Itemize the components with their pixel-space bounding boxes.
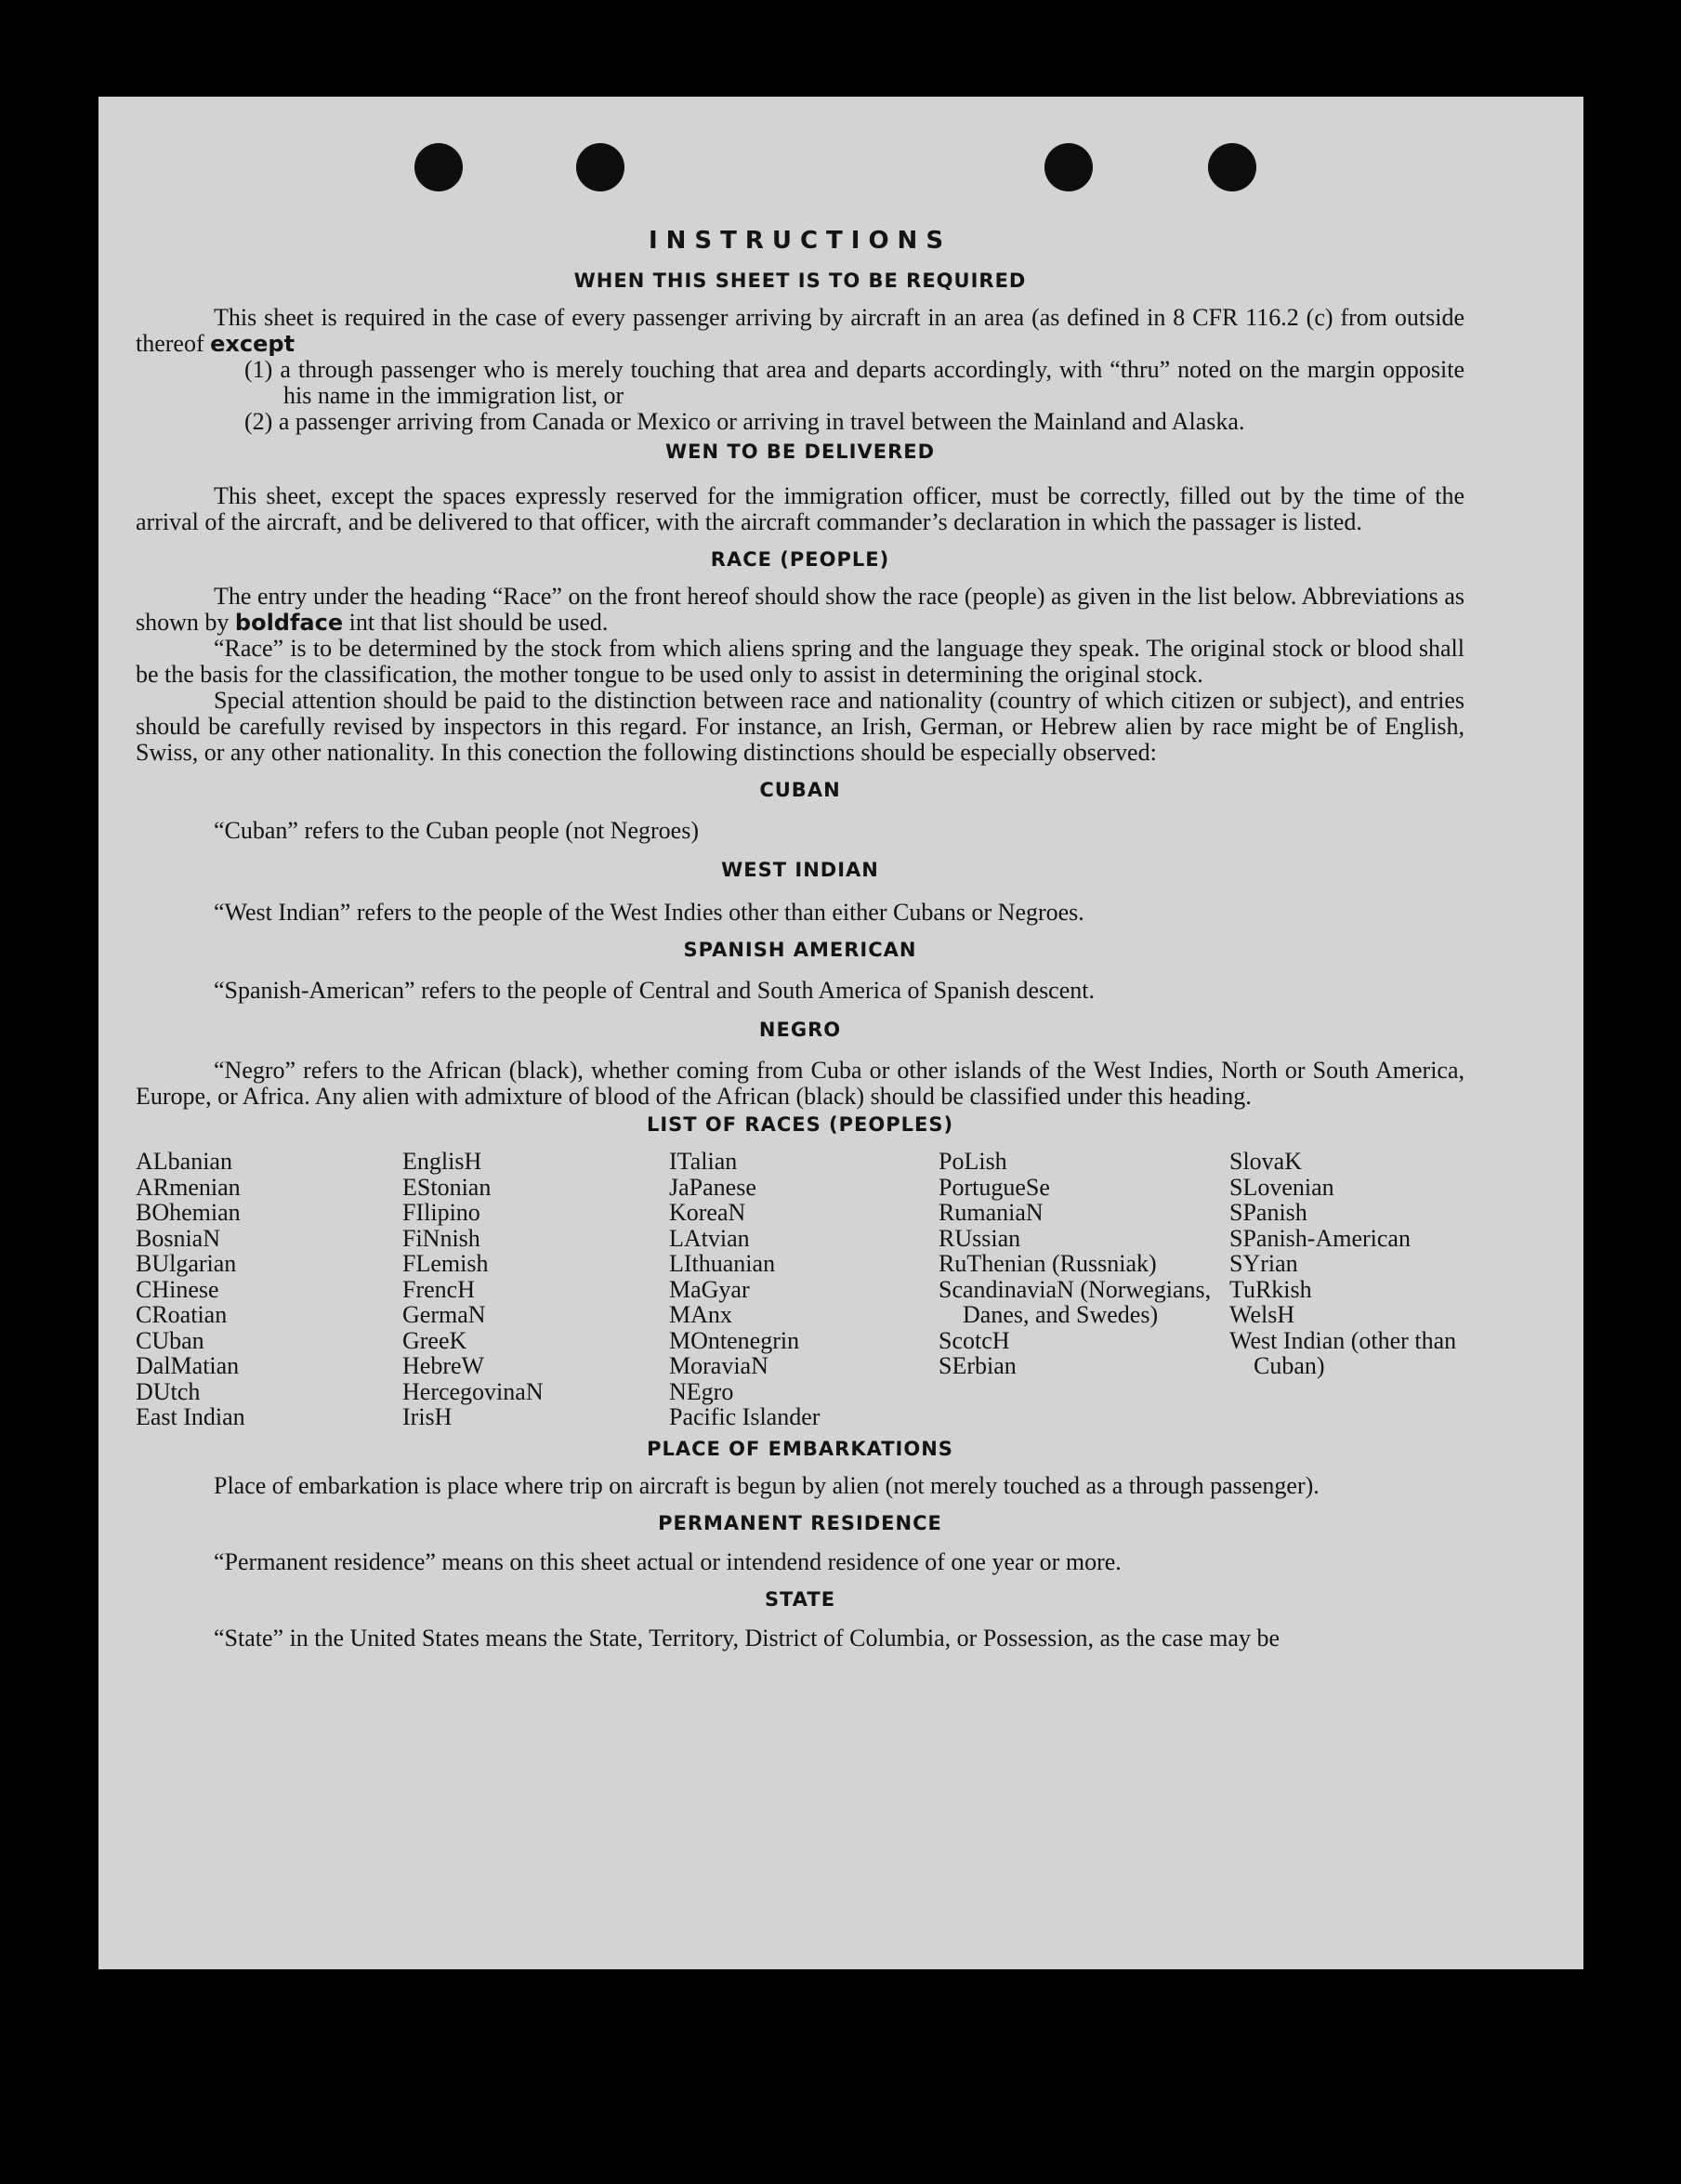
race-entry: West Indian (other than Cuban) — [1229, 1326, 1457, 1379]
race-paragraph-1 — [136, 584, 1464, 636]
races-list — [136, 1149, 1464, 1430]
instructions-content — [136, 227, 1464, 1651]
race-entry: NEgro — [669, 1377, 734, 1405]
race-entry: LIthuanian — [669, 1250, 776, 1277]
punch-hole — [1044, 143, 1093, 191]
race-entry: GreeK — [402, 1326, 467, 1354]
race-entry: HebreW — [402, 1352, 485, 1379]
spanish-american-text: “Spanish-American” refers to the people of Central and South America of Spanish descent. — [214, 977, 1095, 1004]
section-heading-negro: NEGRO — [758, 1019, 842, 1041]
section-heading-spanish-american: SPANISH AMERICAN — [683, 939, 917, 961]
race-entry: MaGyar — [669, 1275, 750, 1303]
race-entry: PoLish — [939, 1148, 1007, 1175]
race-paragraph-2: “Race” is to be determined by the stock from which aliens spring and the language they speak. The original stock or blood shall be the basis for the classification, the mother tongue to be used only to assist in determining the original stock. — [136, 635, 1464, 688]
negro-text: “Negro” refers to the African (black), whether coming from Cuba or other islands of the West Indies, North or South America, Europe, or Africa. Any alien with admixture of blood of the African (black) should be classified under this heading. — [136, 1057, 1464, 1110]
required-item-2: (2) a passenger arriving from Canada or Mexico or arriving in travel between the Mainland and Alaska. — [244, 408, 1245, 435]
section-heading-embarkation: PLACE OF EMBARKATIONS — [647, 1437, 953, 1460]
race-entry: RuThenian (Russniak) — [939, 1250, 1157, 1277]
race-entry: RUssian — [939, 1224, 1021, 1252]
races-column — [939, 1149, 1229, 1430]
race-entry: MOntenegrin — [669, 1326, 800, 1354]
race-entry: BOhemian — [136, 1199, 241, 1226]
race-entry: MoraviaN — [669, 1352, 768, 1379]
races-column — [669, 1149, 939, 1430]
race-entry: Pacific Islander — [669, 1403, 821, 1430]
residence-text: “Permanent residence” means on this sheet actual or intendend residence of one year or more. — [214, 1547, 1122, 1575]
race-entry: SYrian — [1229, 1250, 1298, 1277]
section-heading-state: STATE — [764, 1587, 836, 1611]
race-entry: SPanish-American — [1229, 1224, 1411, 1252]
race-entry: JaPanese — [669, 1173, 756, 1201]
race-entry: ScotcH — [939, 1326, 1010, 1354]
race-entry: FrencH — [402, 1275, 475, 1303]
race-p1-bold: boldface — [234, 610, 344, 636]
race-entry: DalMatian — [136, 1352, 240, 1379]
section-heading-delivered: WEN TO BE DELIVERED — [664, 441, 936, 463]
races-column — [136, 1149, 402, 1430]
race-entry: HercegovinaN — [402, 1377, 544, 1405]
race-entry: ITalian — [669, 1148, 738, 1175]
required-item-1: (1) a through passenger who is merely touching that area and departs accordingly, with “thru” noted on the margin opposite his name in the immigration list, or — [244, 356, 1464, 409]
race-p1-text-end: int that list should be used. — [348, 609, 609, 636]
race-entry: BosniaN — [136, 1224, 220, 1252]
race-entry: IrisH — [402, 1403, 453, 1430]
delivered-text: This sheet, except the spaces expressly reserved for the immigration officer, must be correctly, filled out by the time of the arrival of the aircraft, and be delivered to that officer, with the aircraft commander’s declaration in which the passager is listed. — [136, 482, 1464, 535]
race-entry: ScandinaviaN (Norwegians, Danes, and Swedes) — [939, 1275, 1212, 1328]
race-entry: DUtch — [136, 1377, 201, 1405]
required-intro-text: This sheet is required in the case of every passenger arriving by aircraft in an area (as defined in 8 CFR 116.2 (c) from outside thereof — [136, 304, 1464, 357]
race-entry: East Indian — [136, 1403, 245, 1430]
race-entry: ARmenian — [136, 1173, 241, 1201]
race-p1-text: The entry under the heading “Race” on the front hereof should show the race (people) as given in the list below. Abbreviations as shown by — [136, 583, 1464, 636]
cuban-text: “Cuban” refers to the Cuban people (not Negroes) — [214, 817, 699, 844]
section-heading-cuban: CUBAN — [759, 779, 841, 801]
list-of-races-heading: LIST OF RACES (PEOPLES) — [646, 1113, 954, 1136]
race-entry: SErbian — [939, 1352, 1017, 1379]
race-entry: ALbanian — [136, 1148, 232, 1175]
race-paragraph-3: Special attention should be paid to the distinction between race and nationality (country of which citizen or subject), and entries should be carefully revised by inspectors in this regard. For instance, an Irish, German, or Hebrew alien by race might be of English, Swiss, or any other nationality. In this conection the following distinctions should be especially observed: — [136, 687, 1464, 766]
race-entry: WelsH — [1229, 1301, 1295, 1328]
race-entry: CHinese — [136, 1275, 219, 1303]
section-heading-required: WHEN THIS SHEET IS TO BE REQUIRED — [573, 270, 1027, 292]
required-intro-bold: except — [210, 331, 295, 357]
state-text: “State” in the United States means the State, Territory, District of Columbia, or Possession, as the case may be — [214, 1624, 1280, 1651]
race-entry: LAtvian — [669, 1224, 750, 1252]
section-heading-west-indian: WEST INDIAN — [721, 859, 879, 881]
race-entry: GermaN — [402, 1301, 486, 1328]
required-intro — [136, 305, 1464, 357]
race-entry: SlovaK — [1229, 1148, 1302, 1175]
races-column — [1229, 1149, 1471, 1430]
punch-hole — [1208, 143, 1256, 191]
race-entry: SLovenian — [1229, 1173, 1334, 1201]
race-entry: FLemish — [402, 1250, 489, 1277]
race-entry: EnglisH — [402, 1148, 482, 1175]
embarkation-text: Place of embarkation is place where trip on aircraft is begun by alien (not merely touched as a through passenger). — [214, 1471, 1320, 1499]
race-entry: RumaniaN — [939, 1199, 1044, 1226]
race-entry: CUban — [136, 1326, 204, 1354]
race-entry: EStonian — [402, 1173, 492, 1201]
document-sheet — [98, 97, 1583, 1969]
race-entry: SPanish — [1229, 1199, 1307, 1226]
punch-hole — [576, 143, 624, 191]
race-entry: MAnx — [669, 1301, 732, 1328]
race-entry: KoreaN — [669, 1199, 746, 1226]
race-entry: FIlipino — [402, 1199, 480, 1226]
punch-hole — [414, 143, 463, 191]
race-entry: CRoatian — [136, 1301, 228, 1328]
section-heading-residence: PERMANENT RESIDENCE — [658, 1511, 942, 1534]
page-title: INSTRUCTIONS — [648, 227, 952, 255]
race-entry: TuRkish — [1229, 1275, 1312, 1303]
race-entry: BUlgarian — [136, 1250, 237, 1277]
west-indian-text: “West Indian” refers to the people of the West Indies other than either Cubans or Negroes. — [214, 899, 1084, 926]
races-column — [402, 1149, 669, 1430]
race-entry: PortugueSe — [939, 1173, 1050, 1201]
race-entry: FiNnish — [402, 1224, 480, 1252]
section-heading-race: RACE (PEOPLE) — [710, 548, 890, 571]
